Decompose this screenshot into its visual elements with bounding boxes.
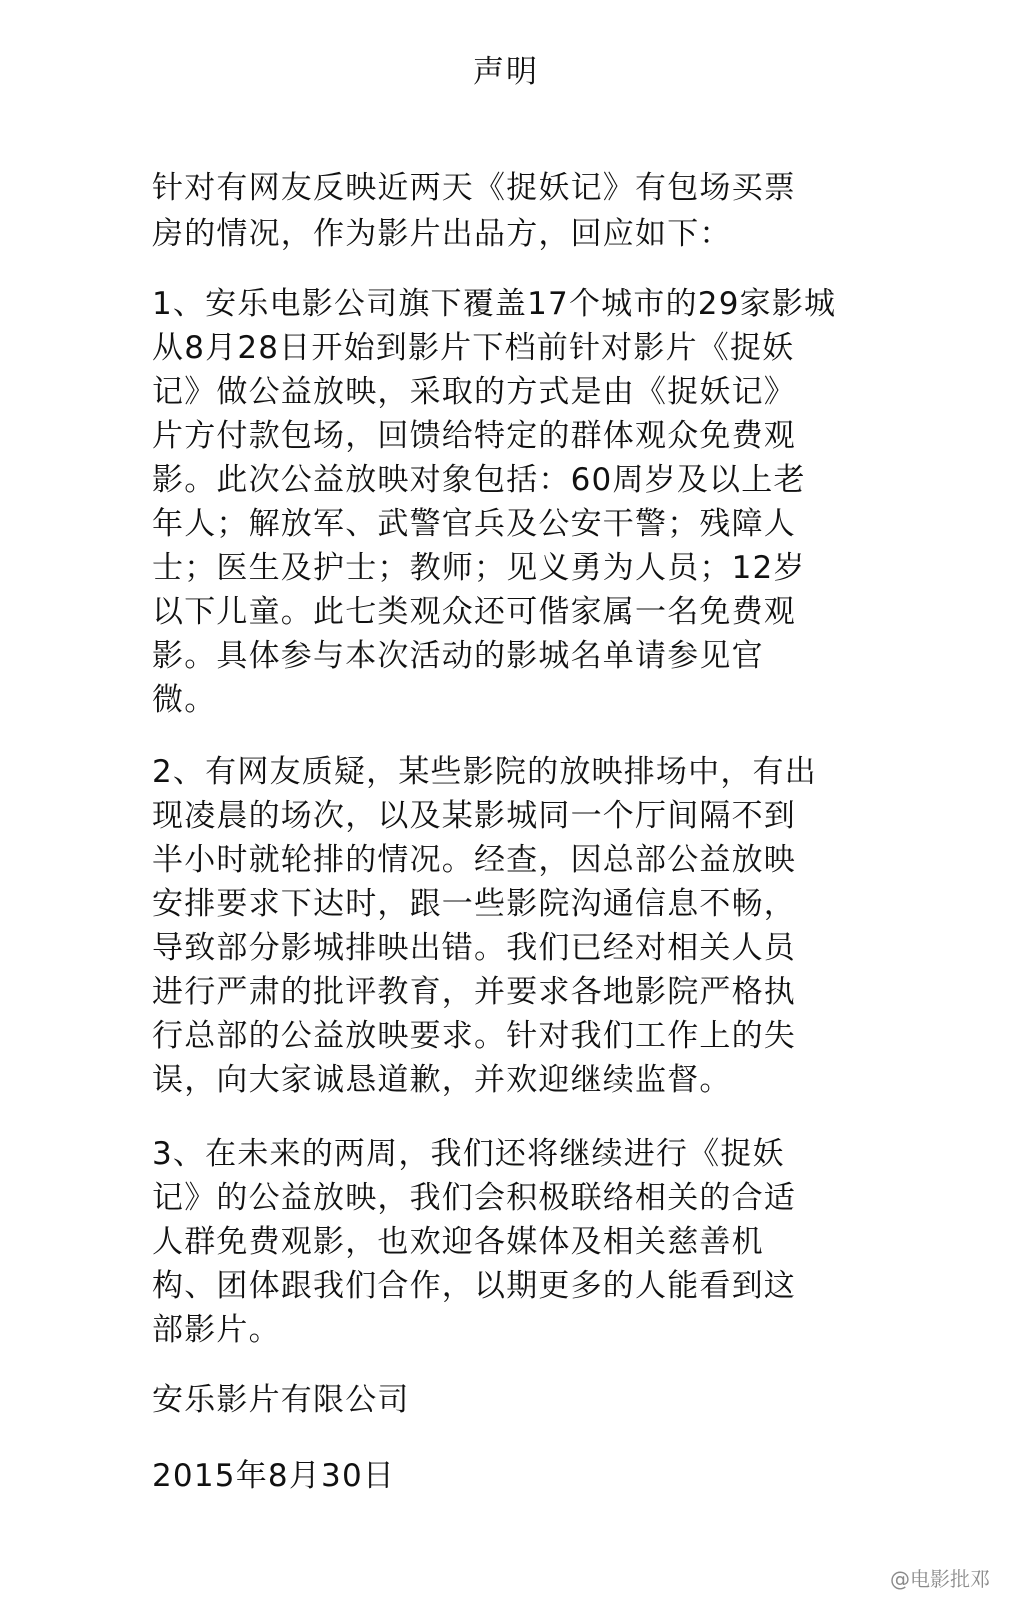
text-line: 人群免费观影，也欢迎各媒体及相关慈善机 [152,1224,764,1260]
weibo-watermark: @电影批邓 [890,1567,990,1591]
text-line: 误，向大家诚恳道歉，并欢迎继续监督。 [152,1062,732,1098]
text-line: 从8月28日开始到影片下档前针对影片《捉妖 [152,330,795,366]
text-line: 3、在未来的两周，我们还将继续进行《捉妖 [152,1136,785,1172]
text-line: 针对有网友反映近两天《捉妖记》有包场买票 [152,170,796,206]
company-signature: 安乐影片有限公司 [152,1382,410,1418]
text-line: 记》做公益放映，采取的方式是由《捉妖记》 [152,374,796,410]
text-line: 房的情况，作为影片出品方，回应如下： [152,216,732,252]
text-line: 半小时就轮排的情况。经查，因总部公益放映 [152,842,796,878]
document-title: 声明 [473,54,539,90]
text-line: 2、有网友质疑，某些影院的放映排场中，有出 [152,754,817,790]
text-line: 微。 [152,682,217,718]
text-line: 部影片。 [152,1312,281,1348]
text-line: 现凌晨的场次，以及某影城同一个厅间隔不到 [152,798,796,834]
text-line: 进行严肃的批评教育，并要求各地影院严格执 [152,974,796,1010]
text-line: 片方付款包场，回馈给特定的群体观众免费观 [152,418,796,454]
text-line: 记》的公益放映，我们会积极联络相关的合适 [152,1180,796,1216]
text-line: 安排要求下达时，跟一些影院沟通信息不畅， [152,886,796,922]
text-line: 1、安乐电影公司旗下覆盖17个城市的29家影城 [152,286,837,322]
text-line: 构、团体跟我们合作，以期更多的人能看到这 [152,1268,796,1304]
text-line: 以下儿童。此七类观众还可偕家属一名免费观 [152,594,796,630]
text-line: 导致部分影城排映出错。我们已经对相关人员 [152,930,796,966]
text-line: 士；医生及护士；教师；见义勇为人员；12岁 [152,550,806,586]
text-line: 行总部的公益放映要求。针对我们工作上的失 [152,1018,796,1054]
text-line: 年人；解放军、武警官兵及公安干警；残障人 [152,506,796,542]
text-line: 影。具体参与本次活动的影城名单请参见官 [152,638,764,674]
document-date: 2015年8月30日 [152,1458,396,1494]
text-line: 影。此次公益放映对象包括：60周岁及以上老 [152,462,806,498]
